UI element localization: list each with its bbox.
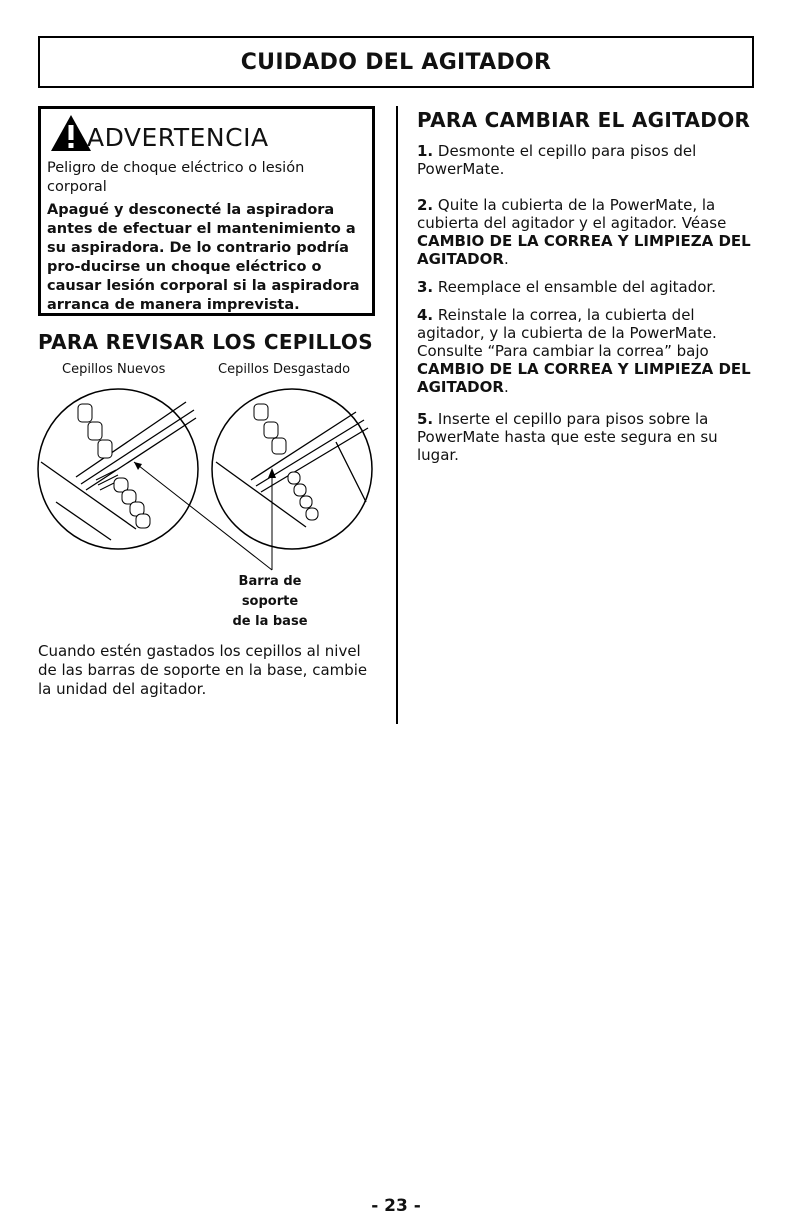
warning-box <box>38 106 375 316</box>
warning-hazard: Peligro de choque eléctrico o lesión corporal <box>47 160 305 195</box>
caption-worn-brushes: Cepillos Desgastado <box>218 362 351 377</box>
support-bar-label: Barra de soporte de la base <box>232 574 308 629</box>
step-4: 4. Reinstale la correa, la cubierta del agitador, y la cubierta de la PowerMate. Consulte “Para cambiar la correa” bajo CAMBIO DE LA CORREA Y LIMPIEZA DEL AGITADOR. <box>417 306 751 396</box>
brush-illustration <box>36 382 376 582</box>
change-agitator-title: PARA CAMBIAR EL AGITADOR <box>417 108 751 132</box>
page-number: - 23 - <box>371 1196 421 1216</box>
check-brushes-title: PARA REVISAR LOS CEPILLOS <box>38 330 373 354</box>
step-1: 1. Desmonte el cepillo para pisos del PowerMate. <box>417 142 697 178</box>
step-3: 3. Reemplace el ensamble del agitador. <box>417 278 716 296</box>
step-5: 5. Inserte el cepillo para pisos sobre la PowerMate hasta que este segura en su lugar. <box>417 410 718 464</box>
worn-brush-illustration <box>212 389 372 549</box>
warning-instructions: Apagué y desconecté la aspiradora antes de efectuar el mantenimiento a su aspiradora. De lo contrario podría pro-ducirse un choque eléctrico o causar lesión corporal si la aspiradora arranca de manera imprevista. <box>47 202 360 313</box>
step-2: 2. Quite la cubierta de la PowerMate, la cubierta del agitador y el agitador. Véase CAMBIO DE LA CORREA Y LIMPIEZA DEL AGITADOR. <box>417 196 751 268</box>
page-title: CUIDADO DEL AGITADOR <box>38 36 754 88</box>
new-brush-illustration <box>38 389 198 549</box>
warning-title: ADVERTENCIA <box>87 122 269 152</box>
caption-new-brushes: Cepillos Nuevos <box>62 362 166 377</box>
check-brushes-text: Cuando estén gastados los cepillos al nivel de las barras de soporte en la base, cambie la unidad del agitador. <box>38 642 368 698</box>
column-divider <box>396 106 398 724</box>
